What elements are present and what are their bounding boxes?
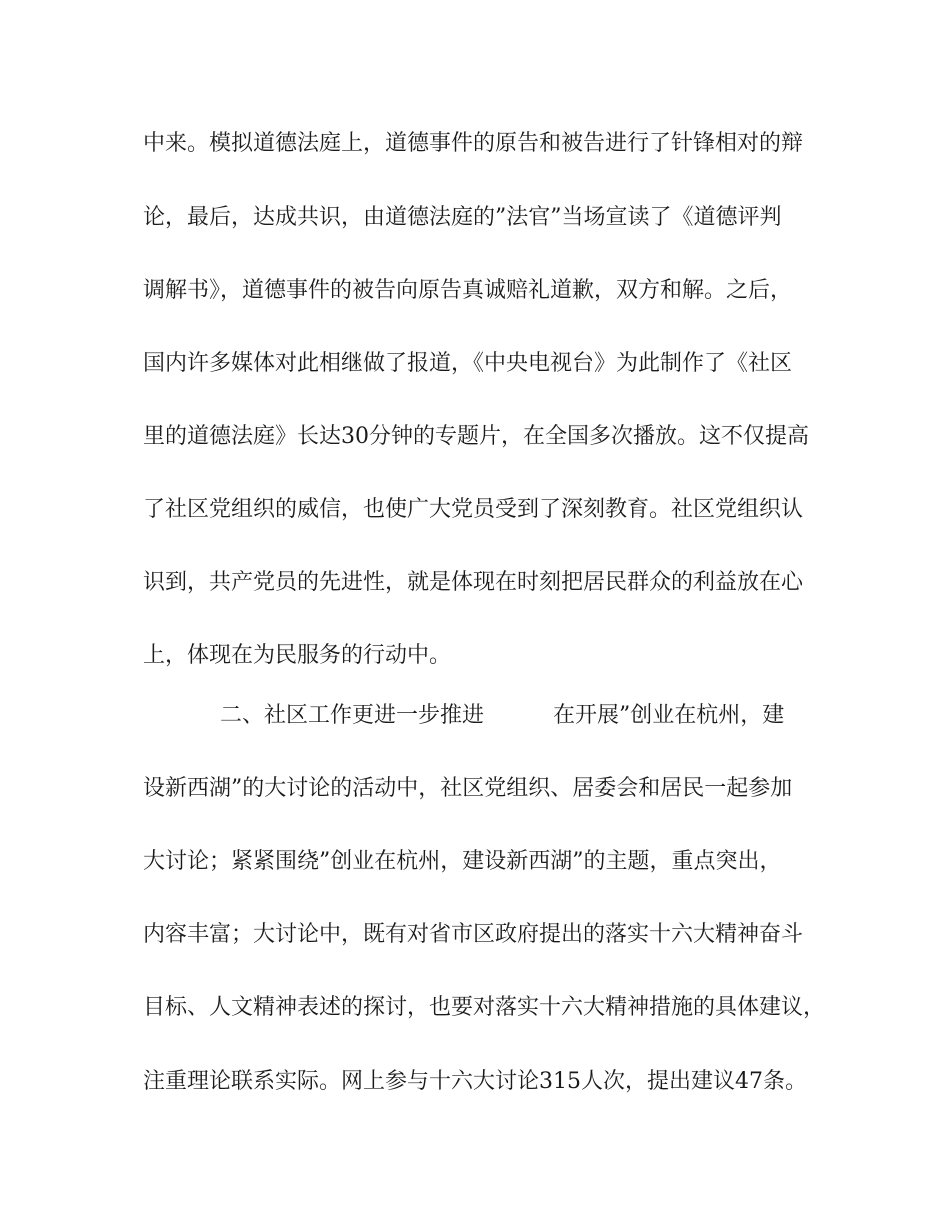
paragraph-line: 中来。模拟道德法庭上，道德事件的原告和被告进行了针锋相对的辩 (143, 131, 804, 156)
paragraph-line: 上，体现在为民服务的行动中。 (143, 643, 452, 668)
paragraph-line: 设新西湖”的大讨论的活动中，社区党组织、居委会和居民一起参加 (143, 776, 793, 801)
paragraph-line: 论，最后，达成共识，由道德法庭的”法官”当场宣读了《道德评判 (143, 205, 782, 230)
paragraph-line: 内容丰富；大讨论中，既有对省市区政府提出的落实十六大精神奋斗 (143, 922, 804, 947)
paragraph-line: 目标、人文精神表述的探讨，也要对落实十六大精神措施的具体建议， (143, 995, 826, 1020)
paragraph-line: 大讨论；紧紧围绕”创业在杭州，建设新西湖”的主题，重点突出， (143, 849, 782, 874)
section-heading-line (143, 696, 813, 736)
paragraph-line: 注重理论联系实际。网上参与十六大讨论315人次，提出建议47条。 (143, 1069, 807, 1094)
paragraph-line: 调解书》，道德事件的被告向原告真诚赔礼道歉，双方和解。之后， (143, 278, 793, 303)
section-heading: 二、社区工作更进一步推进 (220, 703, 485, 728)
paragraph-line: 识到，共产党员的先进性，就是体现在时刻把居民群众的利益放在心 (143, 570, 804, 595)
paragraph-start: 在开展”创业在杭州，建 (553, 703, 785, 728)
paragraph-line: 国内许多媒体对此相继做了报道，《中央电视台》为此制作了《社区 (143, 351, 793, 376)
paragraph-line: 了社区党组织的威信，也使广大党员受到了深刻教育。社区党组织认 (143, 497, 804, 522)
paragraph-line: 里的道德法庭》长达30分钟的专题片，在全国多次播放。这不仅提高 (143, 424, 809, 449)
